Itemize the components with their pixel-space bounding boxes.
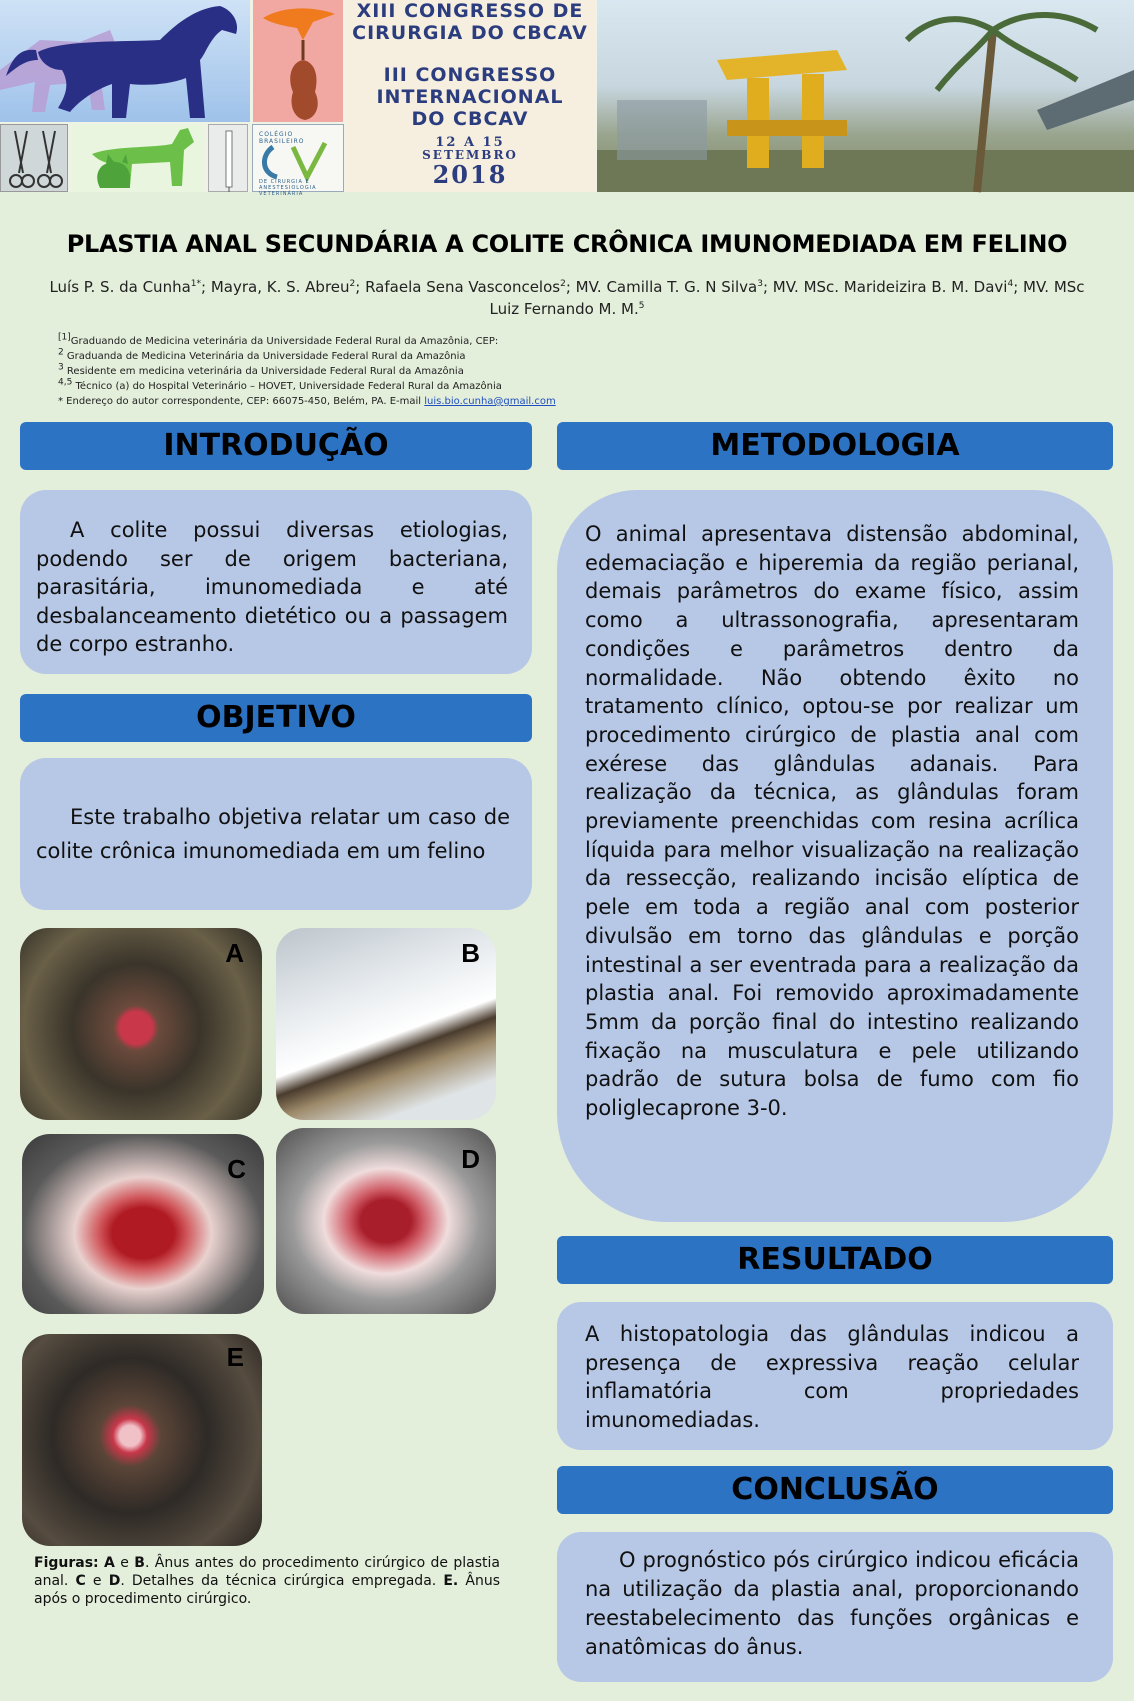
affiliation-1-sup: [1] [58, 332, 71, 343]
resultado-header: RESULTADO [557, 1236, 1113, 1284]
conclusao-box [557, 1532, 1113, 1682]
author-3-sup: 2 [560, 279, 566, 289]
affiliation-1-text: Graduando de Medicina veterinária da Universidade Federal Rural da Amazônia, CEP: [70, 336, 499, 347]
affiliations [58, 334, 698, 409]
author-1-sup: 1* [190, 279, 202, 289]
caption-text-2: . Detalhes da técnica cirúrgica empregada. [120, 1573, 444, 1589]
resultado-text: A histopatologia das glândulas indicou a presença de expressiva reação celular inflamatória com propriedades imunomediadas. [585, 1322, 1079, 1432]
port-crane-photo [597, 0, 1134, 192]
congress-month: SETEMBRO [422, 148, 518, 163]
figures-caption [34, 1554, 500, 1608]
caption-and-2: e [85, 1573, 109, 1589]
logo-text-top: COLÉGIO BRASILEIRO [259, 131, 305, 145]
affiliation-4-sup: 4,5 [58, 377, 73, 388]
caption-b: B [134, 1555, 145, 1571]
objetivo-box [20, 758, 532, 910]
syringe-image [208, 124, 248, 192]
affiliation-5 [58, 394, 698, 409]
author-5-sup: 4 [1007, 279, 1014, 289]
introducao-header: INTRODUÇÃO [20, 422, 532, 470]
congress-line1: XIII CONGRESSO DE [356, 0, 584, 22]
cbcav-logo [252, 124, 344, 197]
congress-line3: III CONGRESSO [383, 63, 557, 86]
affiliation-2 [58, 349, 698, 364]
affiliation-3-sup: 3 [58, 362, 64, 373]
congress-line5: DO CBCAV [411, 107, 529, 130]
affiliation-3-text: Residente em medicina veterinária da Universidade Federal Rural da Amazônia [63, 366, 464, 377]
author-list [40, 276, 1094, 320]
figure-d-label: D [461, 1144, 480, 1174]
author-2-sup: 2 [349, 279, 356, 289]
affiliation-2-sup: 2 [58, 347, 64, 358]
introducao-box [20, 490, 532, 674]
caption-a: A [104, 1555, 115, 1571]
author-1: Luís P. S. da Cunha [49, 278, 191, 296]
author-6-sup: 5 [638, 301, 645, 311]
resultado-box [557, 1302, 1113, 1450]
objetivo-text: Este trabalho objetiva relatar um caso de colite crônica imunomediada em um felino [36, 805, 510, 863]
figure-c-label: C [227, 1154, 246, 1184]
figure-a-image [20, 928, 262, 1120]
figure-c-image [22, 1134, 264, 1314]
affiliation-2-text: Graduanda de Medicina Veterinária da Universidade Federal Rural da Amazônia [63, 351, 466, 362]
author-6: ; MV. MSc Luiz Fernando M. M. [489, 278, 1085, 318]
monkey-bird-illustration [253, 0, 343, 122]
surgical-tools-image [0, 124, 68, 192]
figure-e-image [22, 1334, 262, 1546]
figure-b-image [276, 928, 496, 1120]
figure-e-label: E [226, 1342, 244, 1372]
affiliation-3 [58, 364, 698, 379]
conclusao-header: CONCLUSÃO [557, 1466, 1113, 1514]
metodologia-text: O animal apresentava distensão abdominal, edemaciação e hiperemia da região perianal, demais parâmetros do exame físico, assim como a ultrassonografia, apresentaram condições e parâmetros dentro da normalidade. Não obtendo êxito no tratamento clínico, optou-se por realizar um procedimento cirúrgico de plastia anal com exérese das glândulas adanais. Para realização da técnica, as glândulas foram previamente preenchidas com resina acrílica líquida para melhor visualização na realização da ressecção, realizando incisão elíptica de pele em toda a região anal com posterior divulsão em torno das glândulas e porção intestinal a ser eventrada para a realização da plastia anal. Foi removido aproximadamente 5mm da porção final do intestino realizando fixação na musculatura e pele utilizando padrão de sutura bolsa de fumo com fio poliglecaprone 3-0. [585, 522, 1079, 1121]
logo-text-bottom: DE CIRURGIA E ANESTESIOLOGIA VETERINÁRIA [259, 179, 317, 197]
congress-line2: CIRURGIA DO CBCAV [352, 21, 588, 44]
caption-d: D [108, 1573, 121, 1589]
introducao-text: A colite possui diversas etiologias, podendo ser de origem bacteriana, parasitária, imunomediada e até desbalanceamento dietético ou a passagem de corpo estranho. [36, 518, 508, 656]
affiliation-4-text: Técnico (a) do Hospital Veterinário – HOVET, Universidade Federal Rural da Amazônia [72, 381, 502, 392]
author-email-link[interactable]: luis.bio.cunha@gmail.com [424, 396, 556, 407]
figure-a-label: A [225, 938, 244, 968]
horse-dog-illustration [0, 0, 250, 122]
figure-d-image [276, 1128, 496, 1314]
objetivo-header: OBJETIVO [20, 694, 532, 742]
metodologia-box [557, 490, 1113, 1222]
author-4: ; MV. Camilla T. G. N Silva [565, 278, 758, 296]
author-2: ; Mayra, K. S. Abreu [201, 278, 350, 296]
affiliation-1 [58, 334, 698, 349]
congress-info [345, 0, 595, 192]
dog-cat-illustration [72, 124, 204, 192]
metodologia-header: METODOLOGIA [557, 422, 1113, 470]
affiliation-5-text: * Endereço do autor correspondente, CEP: 66075-450, Belém, PA. E-mail [58, 396, 425, 407]
author-3: ; Rafaela Sena Vasconcelos [355, 278, 561, 296]
congress-year: 2018 [432, 159, 508, 189]
poster-title: PLASTIA ANAL SECUNDÁRIA A COLITE CRÔNICA IMUNOMEDIADA EM FELINO [66, 230, 1068, 258]
caption-text-3: Ânus após o procedimento cirúrgico. [34, 1573, 501, 1607]
congress-line4: INTERNACIONAL [376, 85, 564, 108]
caption-prefix: Figuras: [34, 1555, 99, 1571]
caption-and-1: e [114, 1555, 135, 1571]
affiliation-4 [58, 379, 698, 394]
congress-dates: 12 A 15 [435, 134, 505, 150]
caption-e: E. [443, 1573, 459, 1589]
author-4-sup: 3 [757, 279, 763, 289]
conclusao-text: O prognóstico pós cirúrgico indicou eficácia na utilização da plastia anal, proporcionando reestabelecimento das funções orgânicas e anatômicas do ânus. [585, 1548, 1079, 1659]
caption-text-1: . Ânus antes do procedimento cirúrgico de plastia anal. [34, 1555, 501, 1589]
author-5: ; MV. MSc. Marideizira B. M. Davi [762, 278, 1008, 296]
congress-banner [0, 0, 1134, 197]
figure-b-label: B [461, 938, 480, 968]
caption-c: C [75, 1573, 86, 1589]
